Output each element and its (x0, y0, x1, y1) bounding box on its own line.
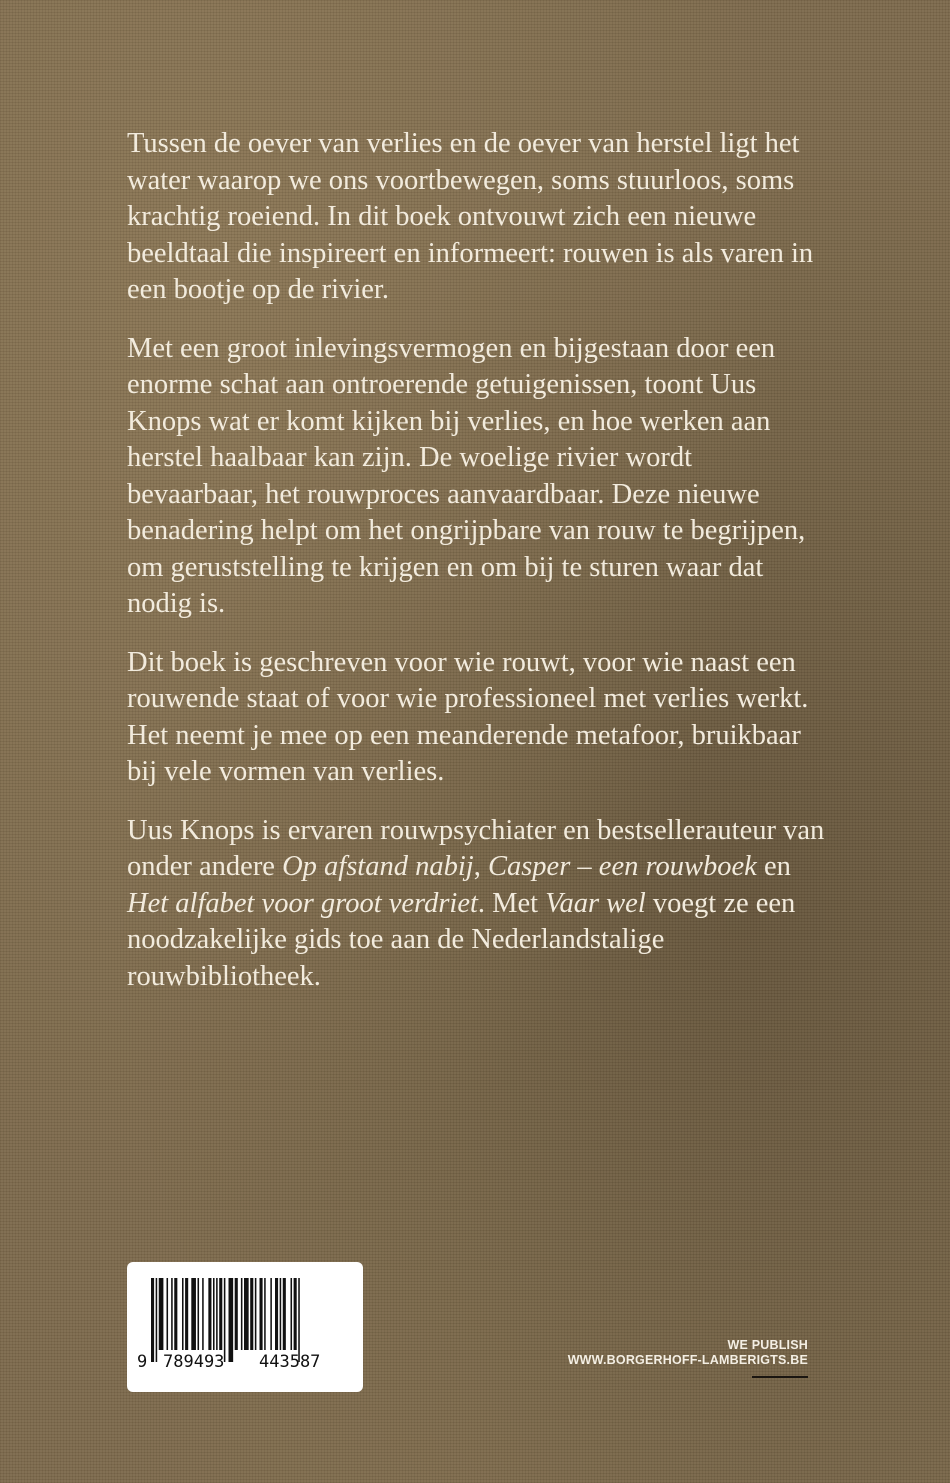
book-title-op-afstand-nabij: Op afstand nabij (282, 851, 474, 882)
blurb-paragraph-2: Met een groot inlevingsvermogen en bijgestaan door een enorme schat aan ontroerende getuigenissen, toont Uus Knops wat er komt kijken bij verlies, en hoe werken aan herstel haalbaar kan zijn. De woelige rivier wordt bevaarbaar, het rouwproces aanvaardbaar. Deze nieuwe benadering helpt om het ongrijpbare van rouw te begrijpen, om geruststelling te krijgen en om bij te sturen waar dat nodig is. (127, 332, 806, 619)
book-title-casper: Casper – een rouwboek (487, 851, 757, 882)
isbn-right-group: 443587 (259, 1352, 321, 1372)
publisher-underline (752, 1376, 808, 1378)
blurb-paragraph-4 (127, 813, 827, 996)
isbn-left-group: 789493 (163, 1352, 225, 1372)
publisher-url: WWW.BORGERHOFF-LAMBERIGTS.BE (567, 1353, 808, 1367)
book-title-het-alfabet: Het alfabet voor groot verdriet (127, 887, 478, 919)
isbn-digits (135, 1352, 359, 1374)
publisher-block (568, 1338, 808, 1378)
isbn-first-digit: 9 (137, 1352, 148, 1372)
isbn-barcode (127, 1262, 363, 1392)
book-title-vaar-wel: Vaar wel (545, 887, 646, 919)
publisher-tagline: WE PUBLISH (727, 1338, 808, 1352)
author-text-2: , (473, 851, 488, 882)
author-text-1: Uus Knops is ervaren rouwpsychiater en bestsellerauteur van onder andere (127, 814, 825, 882)
blurb-text (127, 126, 827, 1017)
author-text-3: en (756, 851, 791, 882)
blurb-paragraph-1: Tussen de oever van verlies en de oever van herstel ligt het water waarop we ons voortbewegen, soms stuurloos, soms krachtig roeiend. In dit boek ontvouwt zich een nieuwe beeldtaal die inspireert en informeert: rouwen is als varen in een bootje op de rivier. (127, 128, 814, 305)
author-text-5: voegt ze een noodzakelijke gids toe aan de Nederlandstalige rouwbibliotheek. (127, 887, 796, 992)
blurb-paragraph-3: Dit boek is geschreven voor wie rouwt, voor wie naast een rouwende staat of voor wie professioneel met verlies werkt. Het neemt je mee op een meanderende metafoor, bruikbaar bij vele vormen van verlies. (127, 646, 809, 787)
author-text-4: . Met (477, 887, 546, 919)
